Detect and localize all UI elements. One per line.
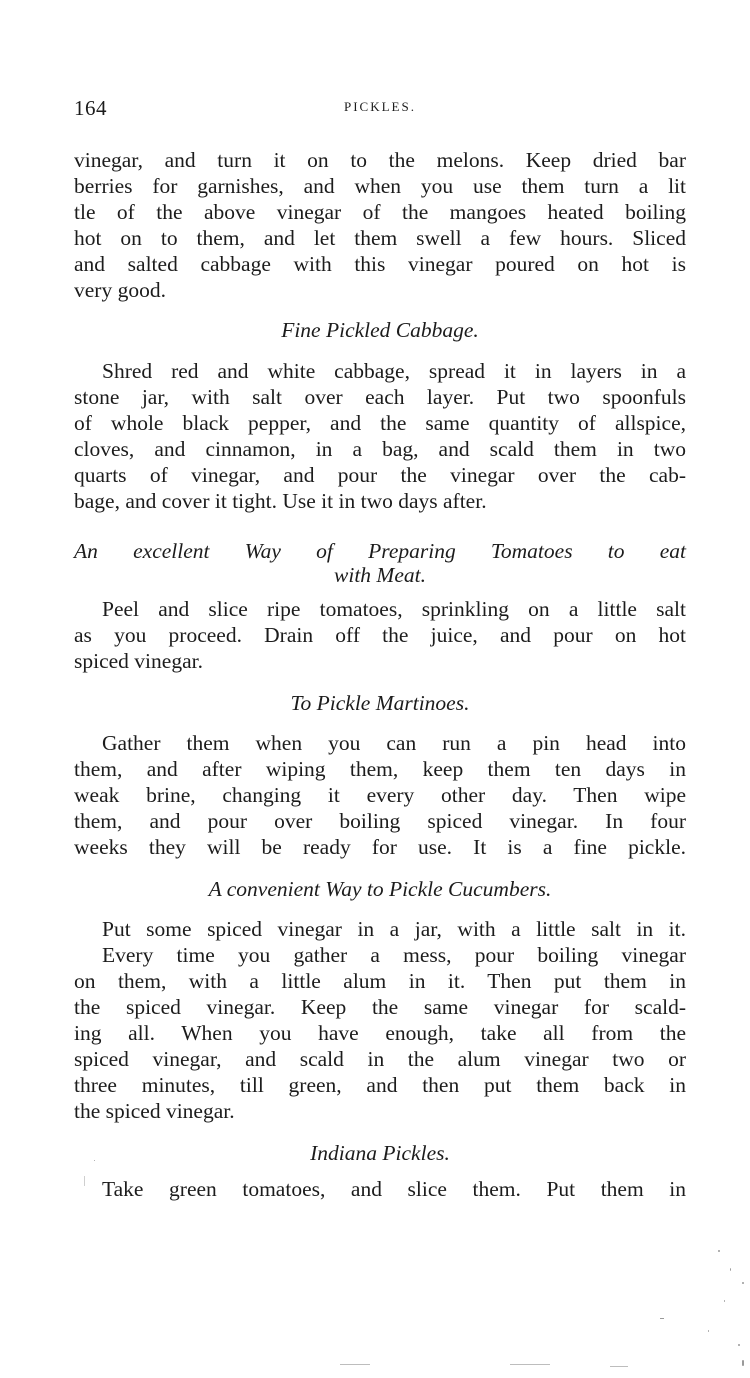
recipe-heading: An excellent Way of Preparing Tomatoes to eat [74, 539, 686, 563]
text-line: cloves, and cinnamon, in a bag, and scald them in two [74, 437, 686, 461]
text-line: stone jar, with salt over each layer. Put two spoonfuls [74, 385, 686, 409]
text-line: bage, and cover it tight. Use it in two days after. [74, 489, 487, 513]
page-header [74, 96, 686, 126]
text-line: Gather them when you can run a pin head into [102, 731, 686, 755]
text-line: hot on to them, and let them swell a few hours. Sliced [74, 226, 686, 250]
text-line: very good. [74, 278, 166, 302]
text-line: Put some spiced vinegar in a jar, with a little salt in it. [102, 917, 686, 941]
text-line: three minutes, till green, and then put them back in [74, 1073, 686, 1097]
text-line: on them, with a little alum in it. Then put them in [74, 969, 686, 993]
text-line: weeks they will be ready for use. It is a fine pickle. [74, 835, 686, 859]
text-line: as you proceed. Drain off the juice, and pour on hot [74, 623, 686, 647]
recipe-heading: To Pickle Martinoes. [290, 691, 470, 715]
text-line: quarts of vinegar, and pour the vinegar over the cab- [74, 463, 686, 487]
text-line: them, and pour over boiling spiced vinegar. In four [74, 809, 686, 833]
text-line: Take green tomatoes, and slice them. Put them in [102, 1177, 686, 1201]
running-head: PICKLES. [344, 99, 416, 114]
text-line: tle of the above vinegar of the mangoes heated boiling [74, 200, 686, 224]
text-line: them, and after wiping them, keep them ten days in [74, 757, 686, 781]
recipe-heading: Fine Pickled Cabbage. [281, 318, 479, 342]
recipe-heading: A convenient Way to Pickle Cucumbers. [208, 877, 552, 901]
text-line: spiced vinegar. [74, 649, 203, 673]
page-number: 164 [74, 96, 107, 120]
text-line: of whole black pepper, and the same quantity of allspice, [74, 411, 686, 435]
recipe-heading-continued: with Meat. [334, 563, 426, 587]
recipe-heading: Indiana Pickles. [310, 1141, 450, 1165]
text-line: spiced vinegar, and scald in the alum vinegar two or [74, 1047, 686, 1071]
text-line: ing all. When you have enough, take all from the [74, 1021, 686, 1045]
text-line: berries for garnishes, and when you use them turn a lit [74, 174, 686, 198]
text-line: vinegar, and turn it on to the melons. Keep dried bar [74, 148, 686, 172]
text-line: the spiced vinegar. [74, 1099, 235, 1123]
text-line: Shred red and white cabbage, spread it in layers in a [102, 359, 686, 383]
text-line: weak brine, changing it every other day. Then wipe [74, 783, 686, 807]
text-line: the spiced vinegar. Keep the same vinegar for scald- [74, 995, 686, 1019]
text-line: and salted cabbage with this vinegar poured on hot is [74, 252, 686, 276]
text-line: Every time you gather a mess, pour boiling vinegar [102, 943, 686, 967]
text-line: Peel and slice ripe tomatoes, sprinkling on a little salt [102, 597, 686, 621]
